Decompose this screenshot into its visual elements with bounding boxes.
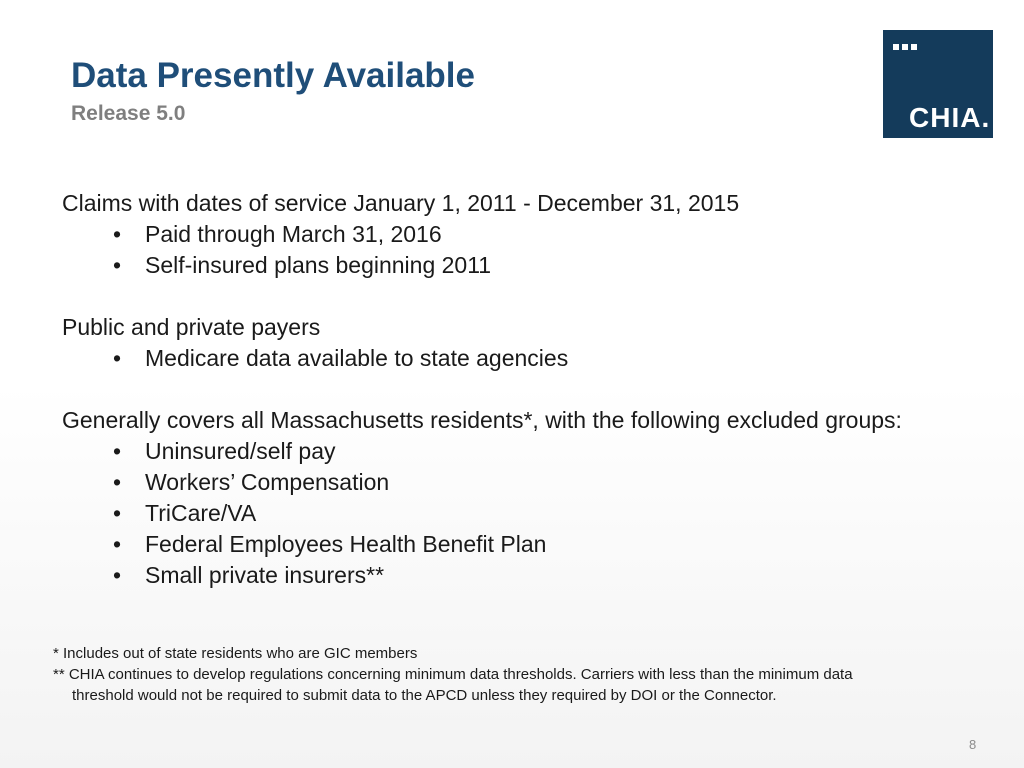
bullet-item: • Uninsured/self pay xyxy=(62,436,962,467)
logo-dots-icon xyxy=(893,37,920,55)
logo-text: CHIA. xyxy=(909,102,991,133)
footnote-2-line-1: ** CHIA continues to develop regulations concerning minimum data thresholds. Carriers with less than the minimum data xyxy=(53,666,853,683)
slide-body xyxy=(62,188,962,591)
section-heading: Public and private payers xyxy=(62,314,321,340)
section-heading: Claims with dates of service January 1, 2011 - December 31, 2015 xyxy=(62,190,740,216)
footnotes xyxy=(53,643,983,706)
bullet-item: • Federal Employees Health Benefit Plan xyxy=(62,529,962,560)
section-heading: Generally covers all Massachusetts residents*, with the following excluded groups: xyxy=(62,407,902,433)
footnote-1: * Includes out of state residents who are GIC members xyxy=(53,645,418,662)
chia-logo xyxy=(883,30,993,138)
bullet-item: • Self-insured plans beginning 2011 xyxy=(62,250,962,281)
bullet-item: • TriCare/VA xyxy=(62,498,962,529)
page-number: 8 xyxy=(969,737,977,752)
footnote-2-line-2: threshold would not be required to submit data to the APCD unless they required by DOI or the Connector. xyxy=(72,687,777,704)
bullet-item: • Medicare data available to state agencies xyxy=(62,343,962,374)
slide-title: Data Presently Available xyxy=(71,56,475,95)
bullet-item: • Small private insurers** xyxy=(62,560,962,591)
slide-subtitle: Release 5.0 xyxy=(71,102,186,125)
bullet-item: • Workers’ Compensation xyxy=(62,467,962,498)
bullet-item: • Paid through March 31, 2016 xyxy=(62,219,962,250)
